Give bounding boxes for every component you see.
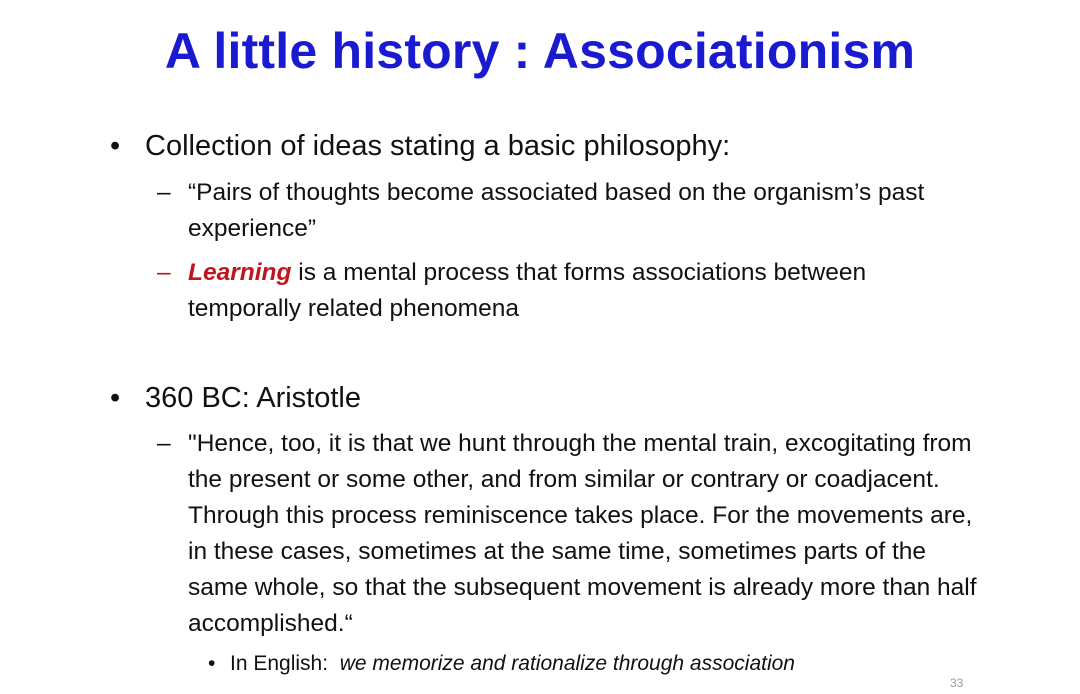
sub-bullet-text: “Pairs of thoughts become associated based on the organism’s past experience” — [188, 179, 925, 242]
emphasis-term: Learning — [188, 259, 292, 286]
sub-bullet-item — [157, 255, 977, 327]
sub-bullet-item — [157, 175, 977, 247]
page-number: 33 — [950, 676, 964, 690]
dash-marker: – — [157, 179, 171, 206]
aristotle-quote: "Hence, too, it is that we hunt through the mental train, excogitating from the present or some other, and from similar or contrary or coadjacent. Through this process reminiscence takes place. For the movements are, in these cases, sometimes at the same time, sometimes parts of the same whole, so that the subsequent movement is already more than half accomplished.“ — [188, 430, 977, 637]
quote-sub-bullet — [157, 426, 977, 642]
sub-bullet-rest: is a mental process that forms associations between temporally related phenomena — [188, 259, 867, 322]
slide-title: A little history : Associationism — [164, 23, 916, 79]
dash-marker: – — [157, 430, 171, 457]
bullet-marker: • — [110, 382, 121, 414]
bullet-text: 360 BC: Aristotle — [145, 382, 361, 414]
bullet-text: Collection of ideas stating a basic philosophy: — [145, 130, 731, 162]
sub-bullet-text — [188, 255, 977, 327]
translation-text: we memorize and rationalize through association — [339, 652, 795, 675]
in-english-label: In English: — [230, 652, 329, 675]
sub-sub-bullet-text — [230, 650, 795, 678]
bullet-marker: • — [208, 652, 216, 675]
dash-marker: – — [157, 259, 171, 286]
bullet-marker: • — [110, 130, 121, 162]
